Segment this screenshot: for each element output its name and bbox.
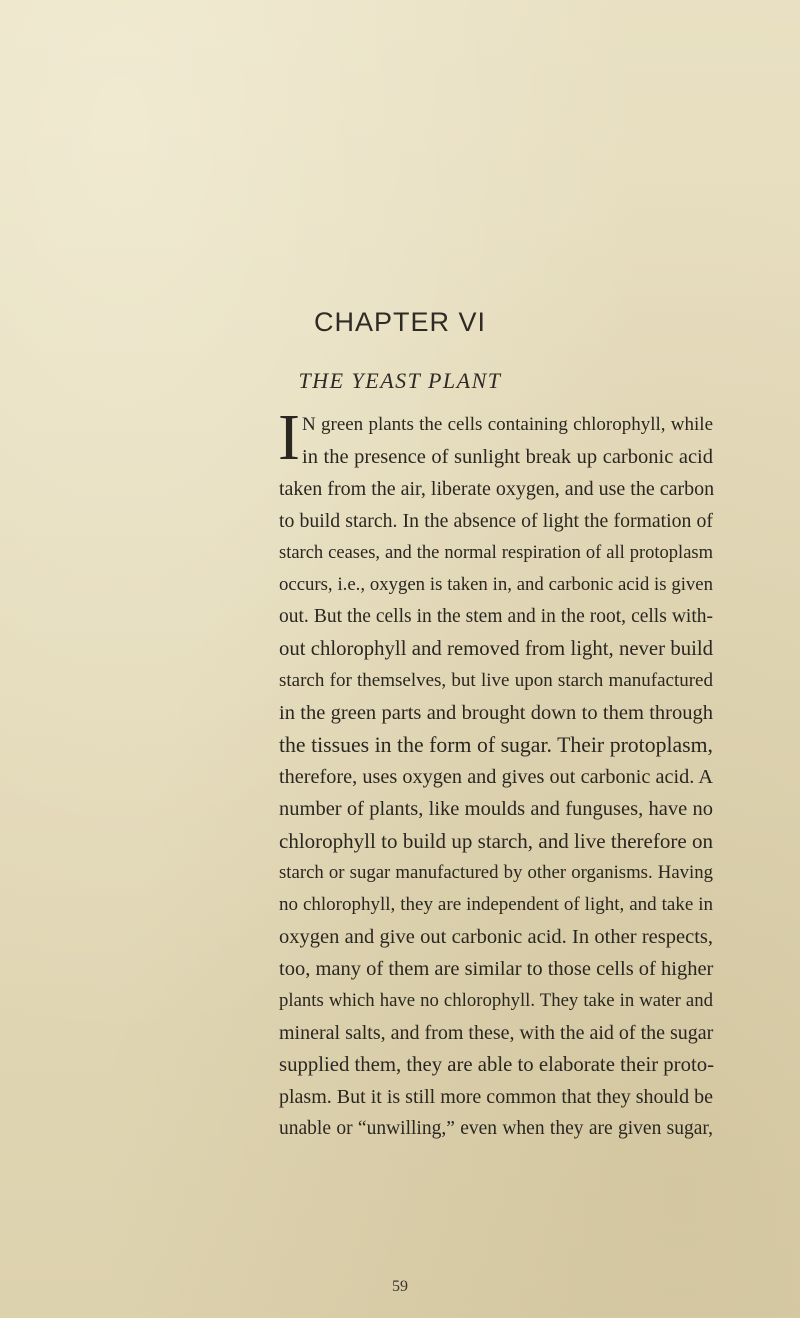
text-line: occurs, i.e., oxygen is taken in, and carbonic acid is given xyxy=(279,574,713,595)
text-line: oxygen and give out carbonic acid. In other respects, xyxy=(279,926,713,948)
text-line: in the green parts and brought down to them through xyxy=(279,702,713,724)
text-line: therefore, uses oxygen and gives out carbonic acid. A xyxy=(279,766,713,788)
text-line: supplied them, they are able to elaborate their proto- xyxy=(279,1054,715,1076)
text-line: too, many of them are similar to those cells of higher xyxy=(279,958,714,980)
text-line: plasm. But it is still more common that they should be xyxy=(279,1086,713,1108)
page-number: 59 xyxy=(392,1278,408,1295)
text-line: no chlorophyll, they are independent of light, and take in xyxy=(279,894,713,915)
text-line: taken from the air, liberate oxygen, and use the carbon xyxy=(279,478,715,500)
text-line: chlorophyll to build up starch, and live therefore on xyxy=(279,829,713,853)
text-line: in the presence of sunlight break up carbonic acid xyxy=(302,446,713,468)
text-line: number of plants, like moulds and funguses, have no xyxy=(279,798,713,820)
drop-cap: I xyxy=(278,401,300,474)
text-line: plants which have no chlorophyll. They take in water and xyxy=(279,990,713,1011)
chapter-title: THE YEAST PLANT xyxy=(298,368,502,393)
text-line: the tissues in the form of sugar. Their protoplasm, xyxy=(279,733,713,757)
chapter-heading: CHAPTER VI xyxy=(313,307,487,337)
text-line: out chlorophyll and removed from light, never build xyxy=(279,638,713,660)
text-line: starch or sugar manufactured by other organisms. Having xyxy=(279,862,713,883)
text-line: out. But the cells in the stem and in the root, cells with- xyxy=(279,606,713,627)
text-line: starch ceases, and the normal respiration of all protoplasm xyxy=(279,543,713,563)
text-line: unable or “unwilling,” even when they are given sugar, xyxy=(279,1118,713,1139)
text-line: mineral salts, and from these, with the aid of the sugar xyxy=(279,1022,714,1044)
text-line: N green plants the cells containing chlorophyll, while xyxy=(302,414,713,435)
text-line: to build starch. In the absence of light the formation of xyxy=(279,510,713,532)
text-line: starch for themselves, but live upon starch manufactured xyxy=(279,670,713,691)
